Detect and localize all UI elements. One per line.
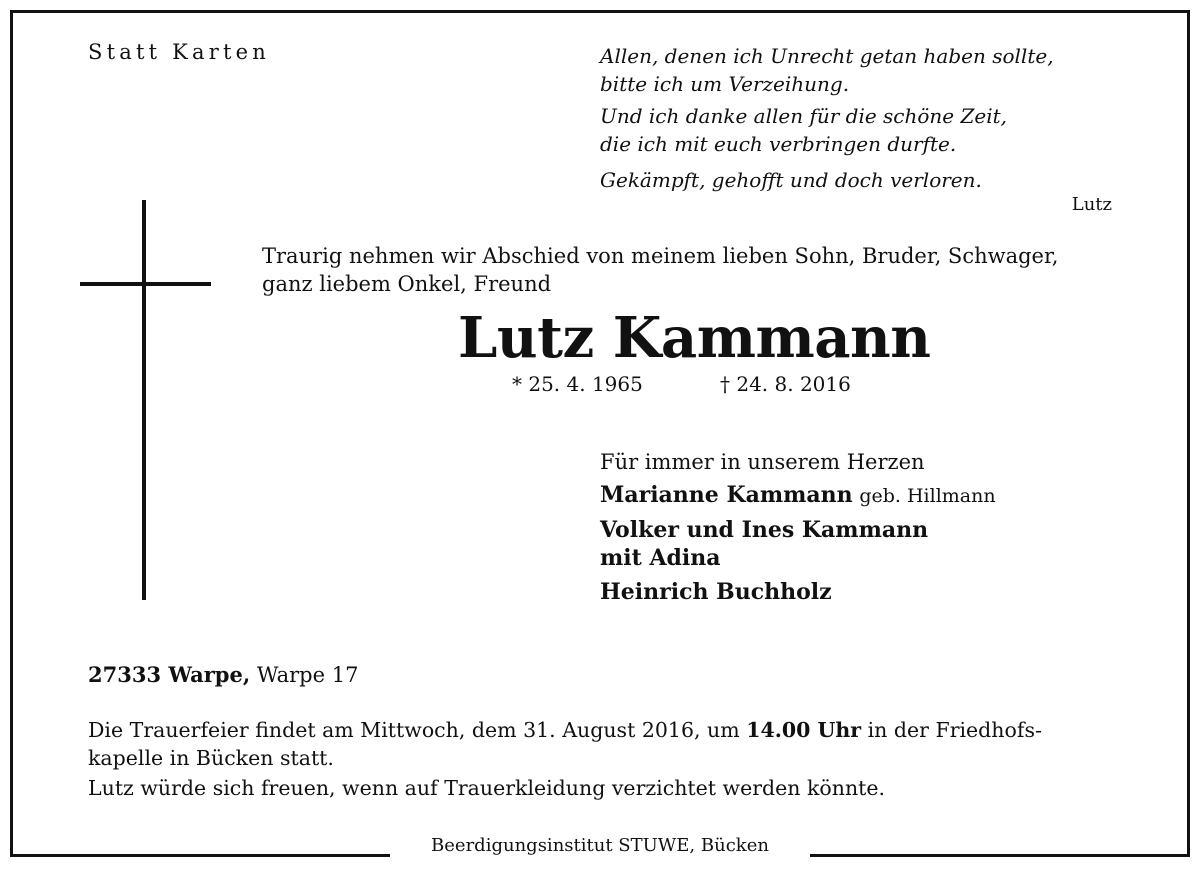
service-text: in der Friedhofs- xyxy=(861,718,1042,742)
family-member-maiden-name: geb. Hillmann xyxy=(859,485,996,507)
address-street: Warpe 17 xyxy=(256,663,359,687)
poem-line: Und ich danke allen für die schöne Zeit, xyxy=(600,104,1008,128)
family-member-name: Marianne Kammann xyxy=(600,482,853,508)
deceased-name: Lutz Kammann xyxy=(458,305,931,371)
cross-icon-vertical xyxy=(142,200,146,600)
death-date: † 24. 8. 2016 xyxy=(720,372,851,396)
poem-line: die ich mit euch verbringen durfte. xyxy=(600,132,957,156)
dress-code-note: Lutz würde sich freuen, wenn auf Trauerkleidung verzichtet werden könnte. xyxy=(88,776,886,800)
cross-icon-horizontal xyxy=(80,282,211,286)
service-info xyxy=(88,716,1128,772)
family-member-name: Heinrich Buchholz xyxy=(600,579,832,605)
family-member xyxy=(600,481,996,510)
poem-stanza-3 xyxy=(600,166,982,194)
poem-line: bitte ich um Verzeihung. xyxy=(600,72,850,96)
address-city: 27333 Warpe, xyxy=(88,662,251,687)
family-member-name: mit Adina xyxy=(600,545,721,571)
intro-line: Traurig nehmen wir Abschied von meinem lieben Sohn, Bruder, Schwager, xyxy=(262,244,1059,268)
poem-stanza-1 xyxy=(600,42,1054,98)
family-intro: Für immer in unserem Herzen xyxy=(600,450,925,474)
service-text: Die Trauerfeier findet am Mittwoch, dem 31. August 2016, um xyxy=(88,718,747,742)
funeral-home-label: Beerdigungsinstitut STUWE, Bücken xyxy=(431,835,769,856)
statt-karten-label: Statt Karten xyxy=(88,40,270,64)
intro-text xyxy=(262,242,1058,298)
address xyxy=(88,662,358,687)
family-member-name: Volker und Ines Kammann xyxy=(600,517,929,543)
poem-author: Lutz xyxy=(1071,194,1112,215)
family-member xyxy=(600,516,928,572)
intro-line: ganz liebem Onkel, Freund xyxy=(262,272,552,296)
service-text: kapelle in Bücken statt. xyxy=(88,746,334,770)
poem-line: Gekämpft, gehofft und doch verloren. xyxy=(600,168,982,192)
service-time: 14.00 Uhr xyxy=(746,718,862,742)
birth-date: * 25. 4. 1965 xyxy=(512,372,643,396)
poem-line: Allen, denen ich Unrecht getan haben sollte, xyxy=(600,44,1054,68)
footer-label-box xyxy=(390,833,810,863)
poem-stanza-2 xyxy=(600,102,1007,158)
